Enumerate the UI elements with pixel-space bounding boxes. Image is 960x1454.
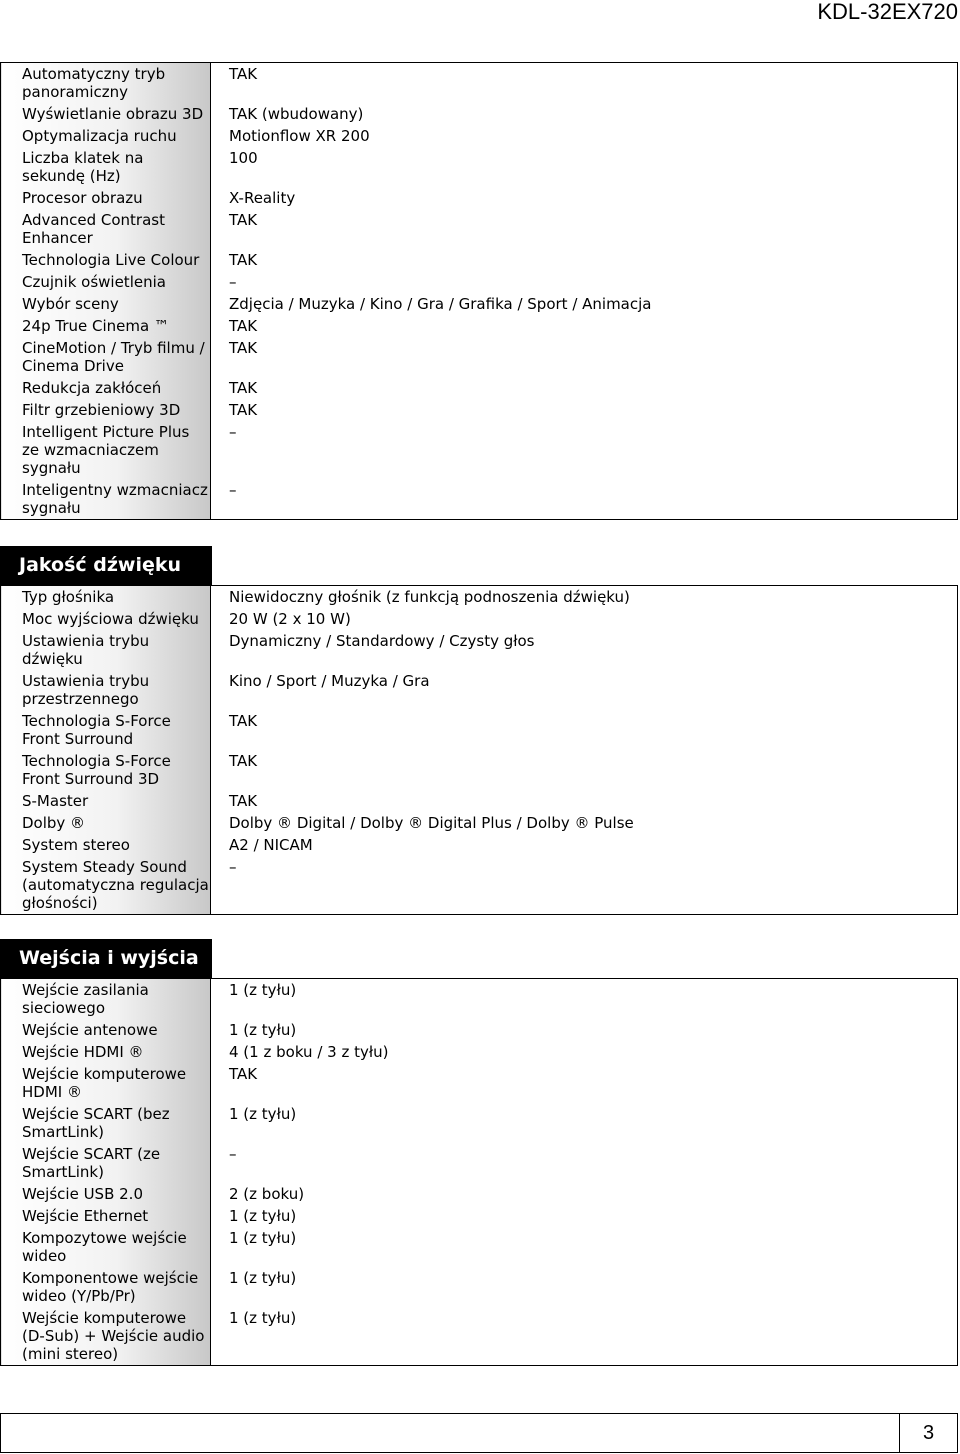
spec-label: Automatyczny tryb panoramiczny [1, 63, 211, 104]
spec-label: Moc wyjściowa dźwięku [1, 608, 211, 630]
spec-row [1, 377, 958, 399]
spec-label: Czujnik oświetlenia [1, 271, 211, 293]
spec-row [1, 586, 958, 609]
spec-row [1, 337, 958, 377]
spec-row [1, 1041, 958, 1063]
spec-value: TAK [229, 339, 258, 357]
spec-value: – [229, 481, 237, 499]
spec-label: Wejście Ethernet [1, 1205, 211, 1227]
spec-value: Kino / Sport / Muzyka / Gra [229, 672, 430, 690]
spec-row [1, 209, 958, 249]
spec-row [1, 790, 958, 812]
spec-row [1, 1019, 958, 1041]
spec-value: 1 (z tyłu) [229, 1207, 297, 1225]
picture-spec-table [0, 62, 958, 520]
spec-label: Liczba klatek na sekundę (Hz) [1, 147, 211, 187]
sound-section-heading: Jakość dźwięku [0, 546, 212, 585]
spec-row [1, 1103, 958, 1143]
model-number: KDL-32EX720 [817, 0, 958, 24]
spec-row [1, 608, 958, 630]
spec-row [1, 812, 958, 834]
spec-row [1, 293, 958, 315]
spec-label: Wejście komputerowe HDMI ® [1, 1063, 211, 1103]
spec-value: 20 W (2 x 10 W) [229, 610, 351, 628]
spec-value: TAK [229, 792, 258, 810]
spec-row [1, 249, 958, 271]
spec-label: Wejście USB 2.0 [1, 1183, 211, 1205]
spec-row [1, 1183, 958, 1205]
spec-row [1, 670, 958, 710]
spec-label: 24p True Cinema ™ [1, 315, 211, 337]
spec-label: Inteligentny wzmacniacz sygnału [1, 479, 211, 520]
page-number: 3 [899, 1414, 957, 1452]
spec-value: Dolby ® Digital / Dolby ® Digital Plus / Dolby ® Pulse [229, 814, 634, 832]
spec-row [1, 1227, 958, 1267]
spec-value: 1 (z tyłu) [229, 981, 297, 999]
spec-row [1, 125, 958, 147]
sound-spec-table [0, 585, 958, 915]
spec-label: Ustawienia trybu przestrzennego [1, 670, 211, 710]
spec-row [1, 979, 958, 1020]
spec-value: 1 (z tyłu) [229, 1309, 297, 1327]
spec-label: Wejście SCART (bez SmartLink) [1, 1103, 211, 1143]
spec-label: Procesor obrazu [1, 187, 211, 209]
spec-label: CineMotion / Tryb filmu / Cinema Drive [1, 337, 211, 377]
spec-value: TAK (wbudowany) [229, 105, 364, 123]
spec-row [1, 750, 958, 790]
spec-value: Dynamiczny / Standardowy / Czysty głos [229, 632, 535, 650]
spec-value: 1 (z tyłu) [229, 1229, 297, 1247]
spec-label: S-Master [1, 790, 211, 812]
spec-row [1, 479, 958, 520]
spec-value: TAK [229, 1065, 258, 1083]
io-section-heading: Wejścia i wyjścia [0, 939, 212, 978]
spec-label: System Steady Sound (automatyczna regulacja głośności) [1, 856, 211, 915]
spec-row [1, 710, 958, 750]
spec-value: 1 (z tyłu) [229, 1269, 297, 1287]
spec-value: Motionflow XR 200 [229, 127, 370, 145]
spec-label: System stereo [1, 834, 211, 856]
spec-label: Wejście komputerowe (D-Sub) + Wejście audio (mini stereo) [1, 1307, 211, 1366]
spec-label: Ustawienia trybu dźwięku [1, 630, 211, 670]
spec-label: Intelligent Picture Plus ze wzmacniaczem sygnału [1, 421, 211, 479]
spec-label: Technologia Live Colour [1, 249, 211, 271]
spec-label: Filtr grzebieniowy 3D [1, 399, 211, 421]
spec-value: TAK [229, 401, 258, 419]
spec-value: Niewidoczny głośnik (z funkcją podnoszenia dźwięku) [229, 588, 630, 606]
spec-label: Redukcja zakłóceń [1, 377, 211, 399]
spec-label: Optymalizacja ruchu [1, 125, 211, 147]
spec-value: – [229, 273, 237, 291]
spec-label: Kompozytowe wejście wideo [1, 1227, 211, 1267]
spec-row [1, 1307, 958, 1366]
spec-label: Technologia S-Force Front Surround 3D [1, 750, 211, 790]
spec-value: TAK [229, 379, 258, 397]
spec-value: 4 (1 z boku / 3 z tyłu) [229, 1043, 389, 1061]
spec-row [1, 315, 958, 337]
spec-row [1, 399, 958, 421]
spec-row [1, 1205, 958, 1227]
spec-label: Advanced Contrast Enhancer [1, 209, 211, 249]
spec-value: 100 [229, 149, 258, 167]
spec-value: 2 (z boku) [229, 1185, 305, 1203]
spec-row [1, 1143, 958, 1183]
spec-row [1, 630, 958, 670]
spec-label: Wejście SCART (ze SmartLink) [1, 1143, 211, 1183]
spec-row [1, 187, 958, 209]
spec-value: TAK [229, 317, 258, 335]
spec-row [1, 63, 958, 104]
spec-value: TAK [229, 251, 258, 269]
spec-label: Wejście HDMI ® [1, 1041, 211, 1063]
spec-row [1, 421, 958, 479]
spec-row [1, 1063, 958, 1103]
spec-row [1, 856, 958, 915]
spec-value: A2 / NICAM [229, 836, 313, 854]
spec-label: Wybór sceny [1, 293, 211, 315]
spec-value: 1 (z tyłu) [229, 1105, 297, 1123]
spec-value: TAK [229, 712, 258, 730]
spec-value: TAK [229, 752, 258, 770]
spec-label: Wyświetlanie obrazu 3D [1, 103, 211, 125]
spec-value: X-Reality [229, 189, 296, 207]
spec-row [1, 834, 958, 856]
io-spec-table [0, 978, 958, 1366]
spec-value: TAK [229, 211, 258, 229]
spec-value: Zdjęcia / Muzyka / Kino / Gra / Grafika / Sport / Animacja [229, 295, 652, 313]
spec-row [1, 147, 958, 187]
spec-label: Dolby ® [1, 812, 211, 834]
spec-row [1, 271, 958, 293]
spec-label: Komponentowe wejście wideo (Y/Pb/Pr) [1, 1267, 211, 1307]
spec-value: – [229, 858, 237, 876]
page-footer [0, 1413, 958, 1453]
spec-label: Typ głośnika [1, 586, 211, 609]
spec-value: TAK [229, 65, 258, 83]
spec-row [1, 103, 958, 125]
spec-value: – [229, 1145, 237, 1163]
spec-value: 1 (z tyłu) [229, 1021, 297, 1039]
spec-row [1, 1267, 958, 1307]
spec-value: – [229, 423, 237, 441]
spec-label: Technologia S-Force Front Surround [1, 710, 211, 750]
spec-label: Wejście zasilania sieciowego [1, 979, 211, 1020]
spec-label: Wejście antenowe [1, 1019, 211, 1041]
